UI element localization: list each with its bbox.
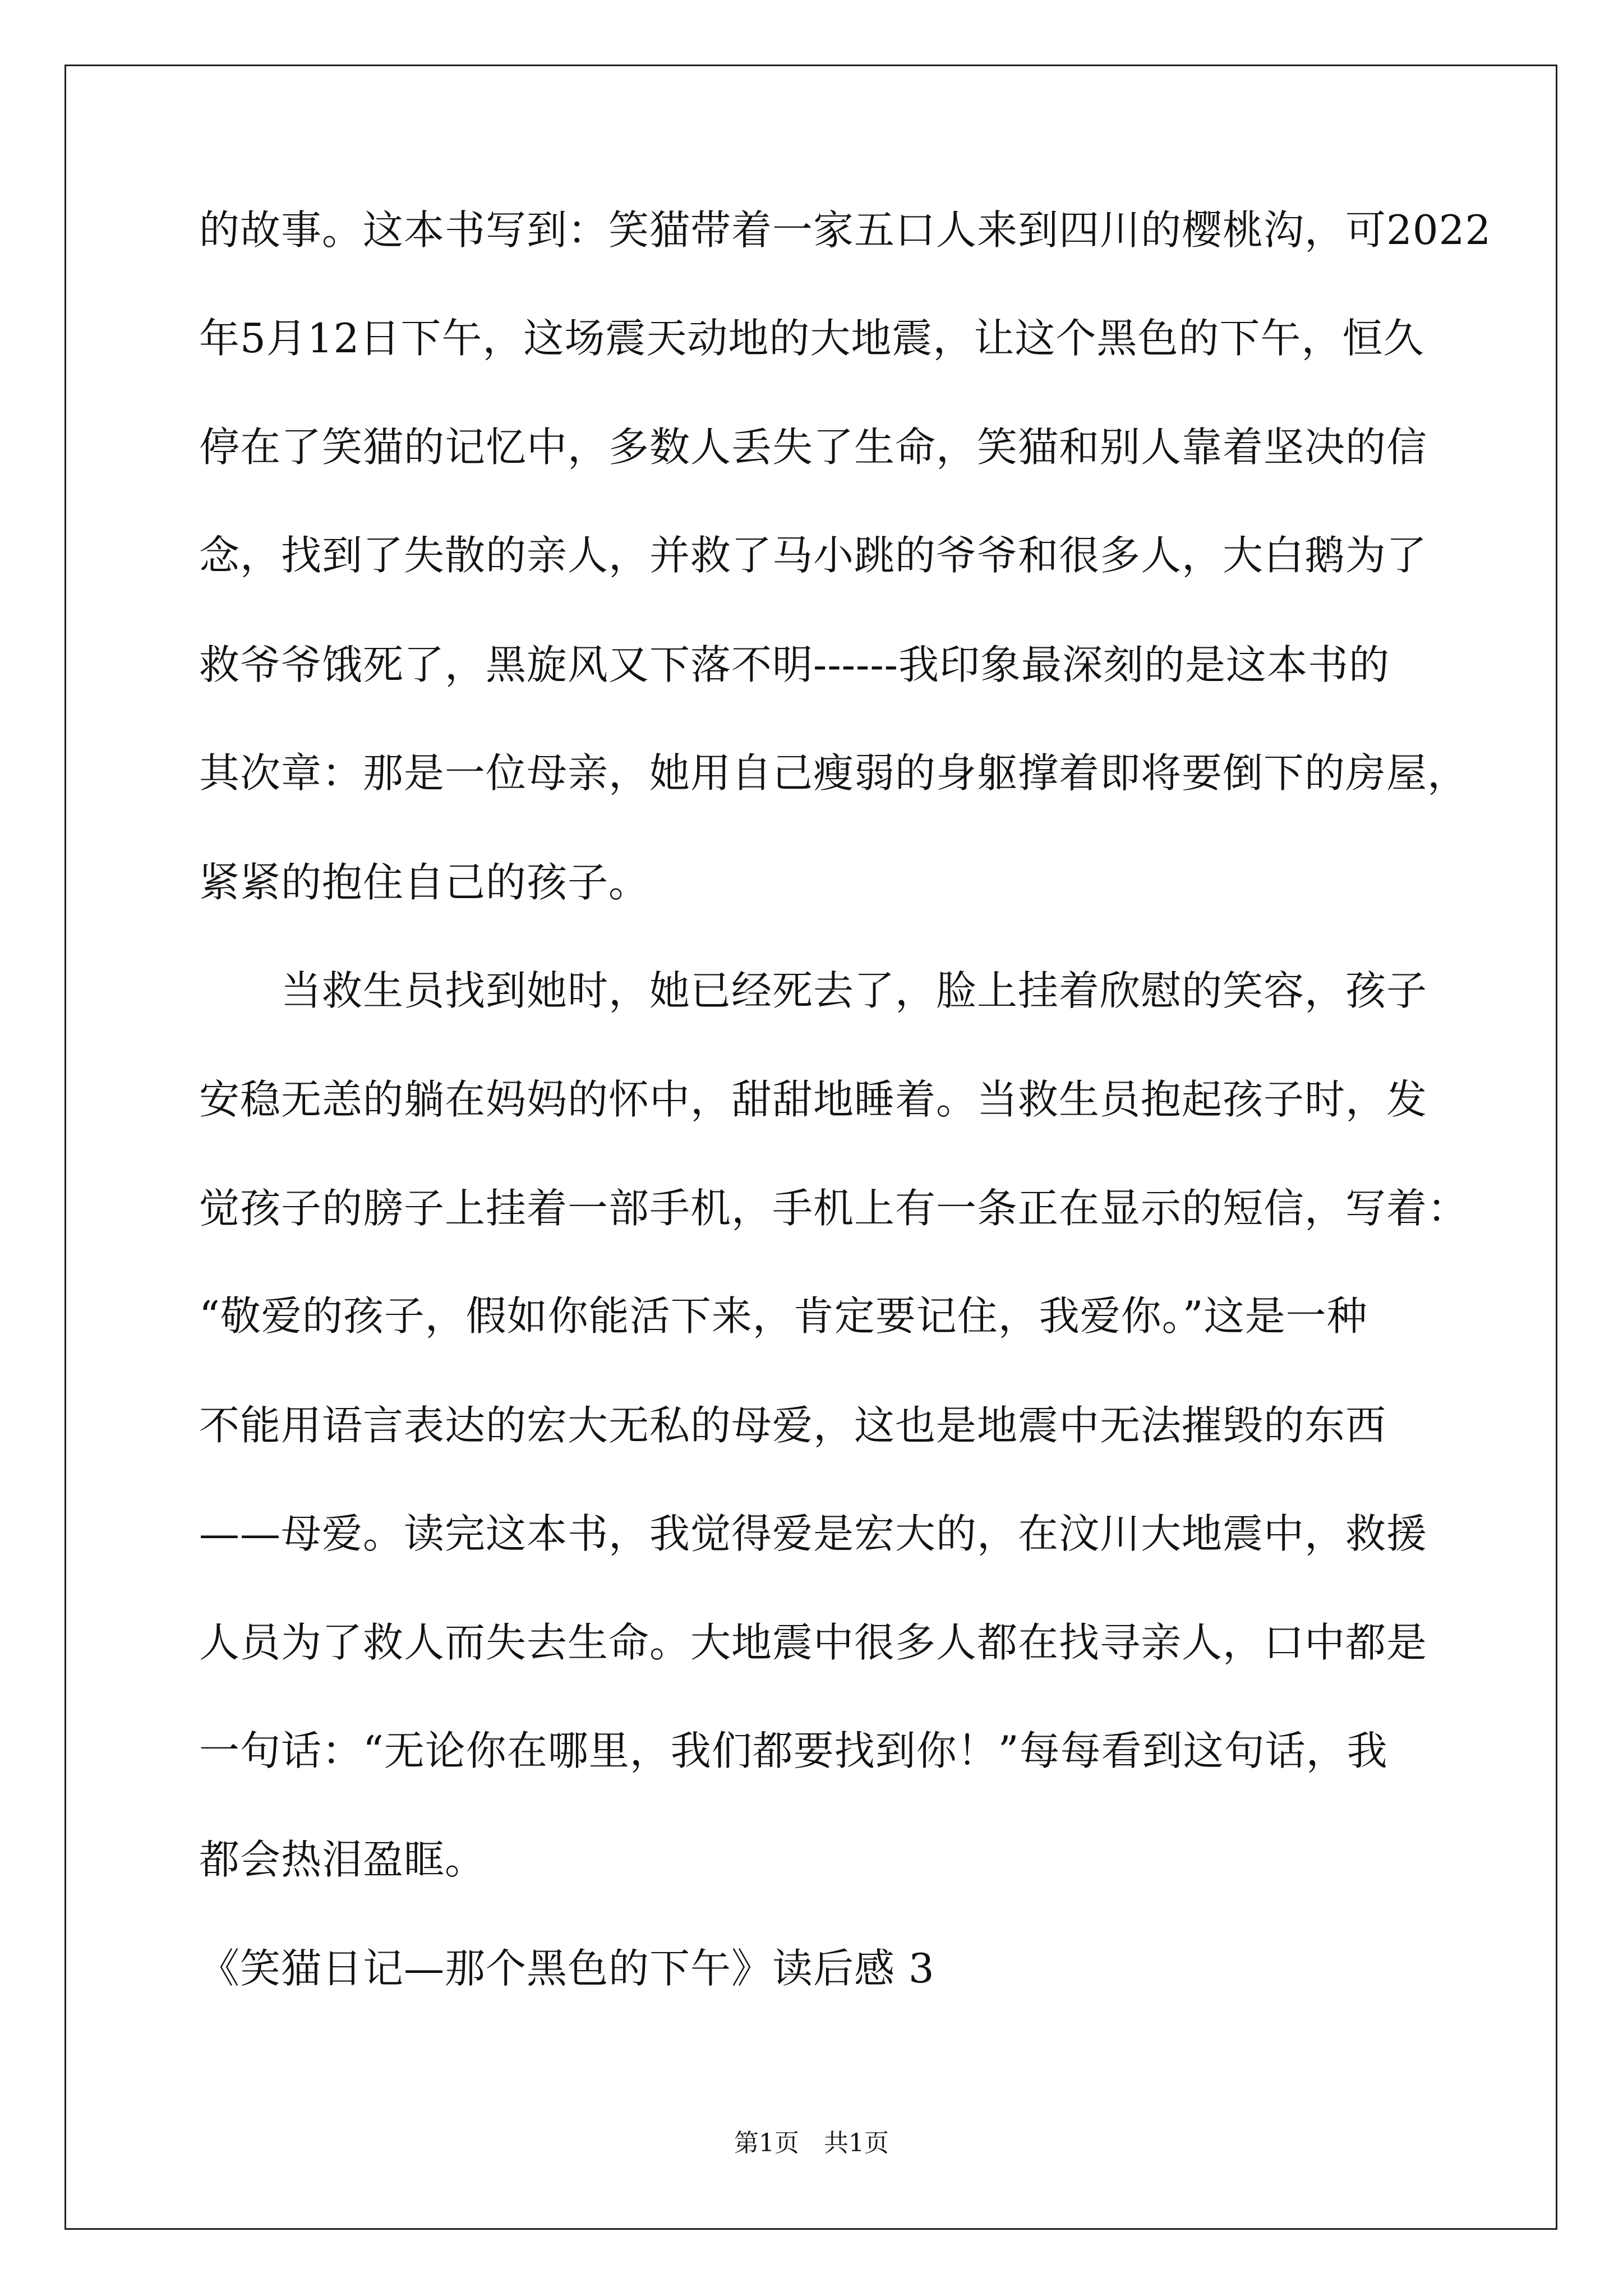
text-line: 人员为了救人而失去生命。大地震中很多人都在找寻亲人，口中都是 [199, 1619, 1428, 1666]
section-heading: 《笑猫日记—那个黑色的下午》读后感 3 [199, 1945, 935, 1992]
text-line: 都会热泪盈眶。 [199, 1836, 486, 1883]
text-line: ——母爱。读完这本书，我觉得爱是宏大的，在汶川大地震中，救援 [199, 1510, 1428, 1557]
text-line: “敬爱的孩子，假如你能活下来，肯定要记住，我爱你。”这是一种 [199, 1292, 1368, 1340]
text-line: 紧紧的抱住自己的孩子。 [199, 859, 650, 906]
text-line: 不能用语言表达的宏大无私的母爱，这也是地震中无法摧毁的东西 [199, 1402, 1387, 1449]
text-line: 当救生员找到她时，她已经死去了，脸上挂着欣慰的笑容，孩子 [199, 967, 1428, 1014]
text-line: 觉孩子的膀子上挂着一部手机，手机上有一条正在显示的短信，写着： [199, 1185, 1469, 1232]
page-footer: 第1页 共1页 [734, 2129, 889, 2157]
text-line: 安稳无恙的躺在妈妈的怀中，甜甜地睡着。当救生员抱起孩子时，发 [199, 1076, 1428, 1123]
text-line: 的故事。这本书写到：笑猫带着一家五口人来到四川的樱桃沟，可2022 [199, 206, 1492, 254]
text-line: 停在了笑猫的记忆中，多数人丢失了生命，笑猫和别人靠着坚决的信 [199, 424, 1428, 471]
text-line: 年5月12日下午，这场震天动地的大地震，让这个黑色的下午，恒久 [199, 315, 1424, 362]
text-line: 救爷爷饿死了，黑旋风又下落不明------我印象最深刻的是这本书的 [199, 641, 1390, 688]
text-line: 其次章：那是一位母亲，她用自己瘦弱的身躯撑着即将要倒下的房屋， [199, 749, 1469, 797]
text-line: 一句话：“无论你在哪里，我们都要找到你！”每每看到这句话，我 [199, 1727, 1388, 1774]
text-line: 念，找到了失散的亲人，并救了马小跳的爷爷和很多人，大白鹅为了 [199, 532, 1428, 579]
page-frame [64, 65, 1557, 2230]
